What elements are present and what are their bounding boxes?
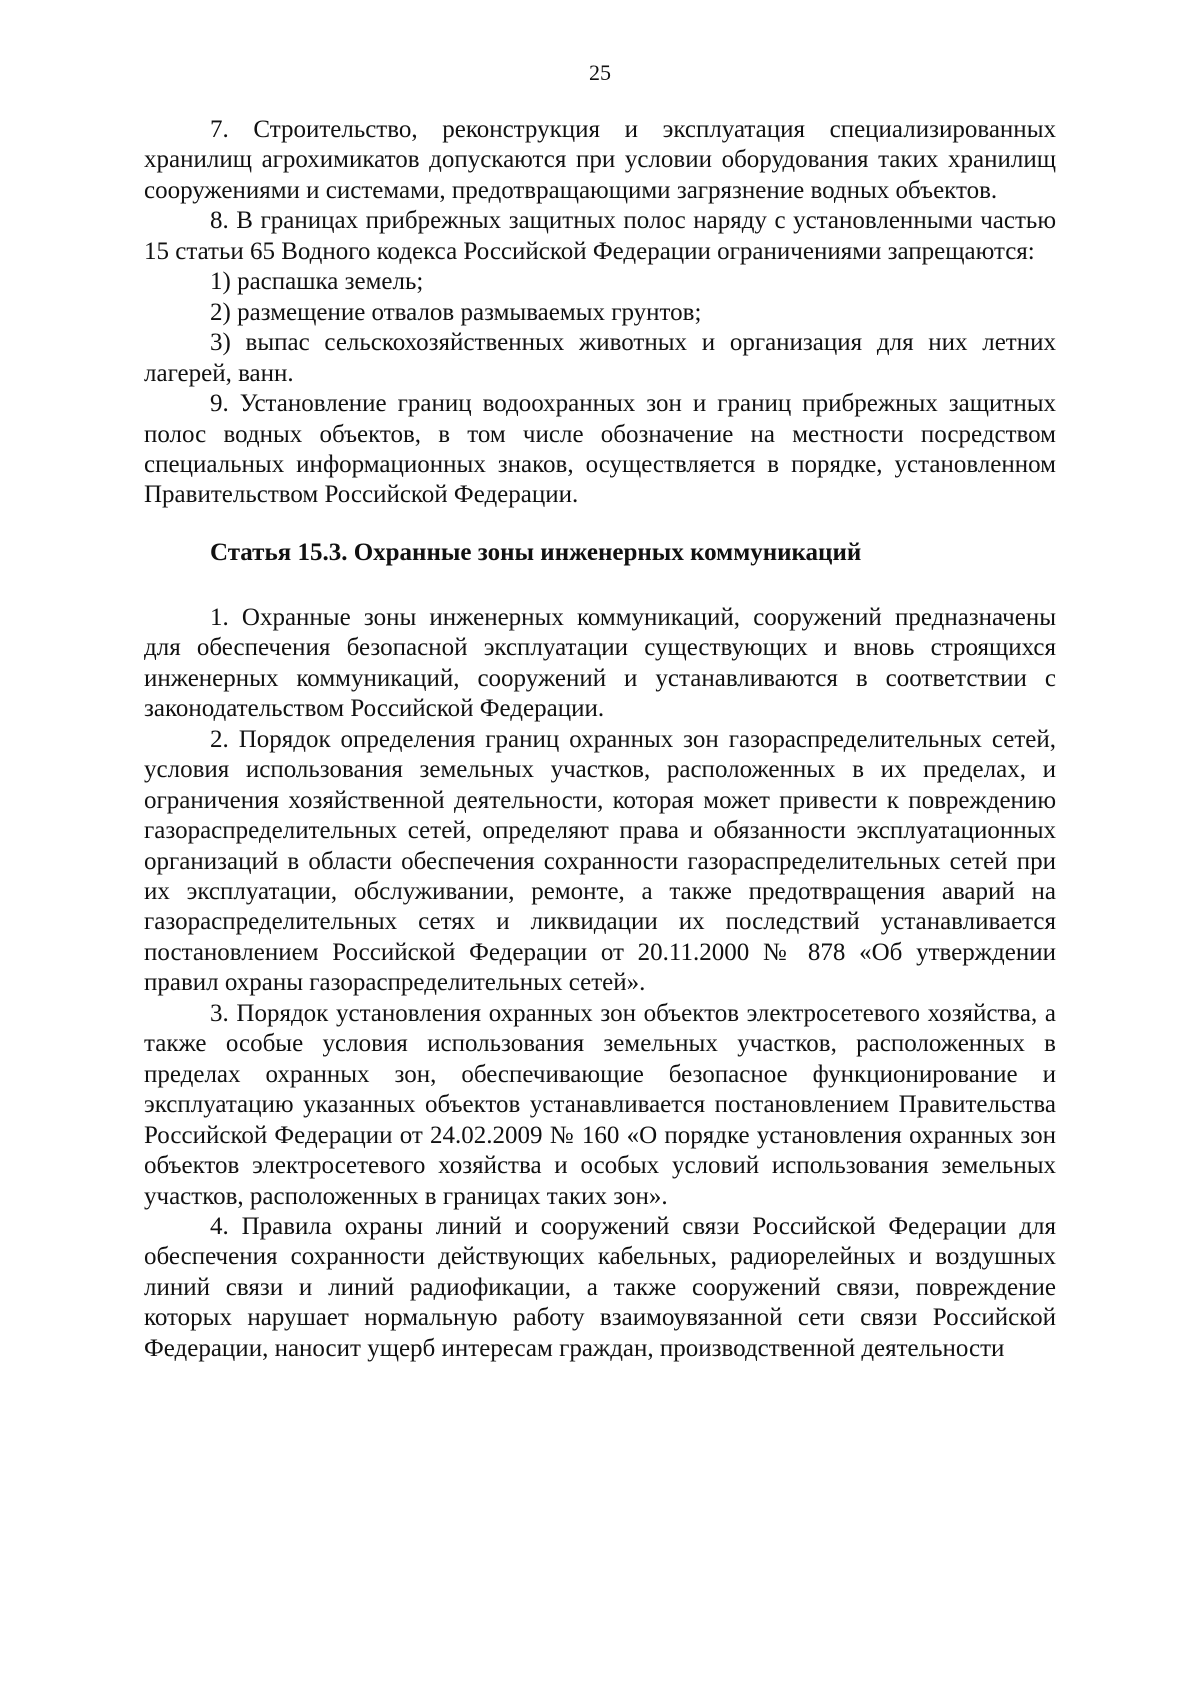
paragraph-4-communication-lines: 4. Правила охраны линий и сооружений связи Российской Федерации для обеспечения сохранности действующих кабельных, радиорелейных и воздушных линий связи и линий радиофикации, а также сооружений связи, повреждение которых нарушает нормальную работу взаимоувязанной сети связи Российской Федерации, наносит ущерб интересам граждан, производственной деятельности xyxy=(144,1212,1056,1362)
document-body xyxy=(144,115,1056,1364)
paragraph-2-gas-networks: 2. Порядок определения границ охранных зон газораспределительных сетей, условия использования земельных участков, расположенных в их пределах, и ограничения хозяйственной деятельности, которая может привести к повреждению газораспределительных сетей, определяют права и обязанности эксплуатационных организаций в области обеспечения сохранности газораспределительных сетей при их эксплуатации, обслуживании, ремонте, а также предотвращения аварий на газораспределительных сетях и ликвидации их последствий устанавливается постановлением Российской Федерации от 20.11.2000 № 878 «Об утверждении правил охраны газораспределительных сетей». xyxy=(144,725,1056,997)
paragraph-1-protection-zones: 1. Охранные зоны инженерных коммуникаций, сооружений предназначены для обеспечения безопасной эксплуатации существующих и вновь строящихся инженерных коммуникаций, сооружений и устанавливаются в соответствии с законодательством Российской Федерации. xyxy=(144,603,1056,723)
article-heading: Статья 15.3. Охранные зоны инженерных коммуникаций xyxy=(210,538,862,566)
list-item-1-plowing: 1) распашка земель; xyxy=(210,268,424,296)
paragraph-7-storage-facilities: 7. Строительство, реконструкция и эксплуатация специализированных хранилищ агрохимикатов допускаются при условии оборудования таких хранилищ сооружениями и системами, предотвращающими загрязнение водных объектов. xyxy=(144,116,1056,204)
list-item-3-grazing: 3) выпас сельскохозяйственных животных и организация для них летних лагерей, ванн. xyxy=(144,329,1056,387)
paragraph-9-boundaries: 9. Установление границ водоохранных зон и границ прибрежных защитных полос водных объектов, в том числе обозначение на местности посредством специальных информационных знаков, осуществляется в порядке, установленном Правительством Российской Федерации. xyxy=(144,390,1056,509)
list-item-2-dumps: 2) размещение отвалов размываемых грунтов; xyxy=(210,298,702,326)
paragraph-8-coastal-strip-restrictions: 8. В границах прибрежных защитных полос наряду с установленными частью 15 статьи 65 Водного кодекса Российской Федерации ограничениями запрещаются: xyxy=(144,207,1056,265)
paragraph-3-power-grid: 3. Порядок установления охранных зон объектов электросетевого хозяйства, а также особые условия использования земельных участков, расположенных в пределах охранных зон, обеспечивающие безопасное функционирование и эксплуатацию указанных объектов устанавливается постановлением Правительства Российской Федерации от 24.02.2009 № 160 «О порядке установления охранных зон объектов электросетевого хозяйства и особых условий использования земельных участков, расположенных в границах таких зон». xyxy=(144,999,1056,1210)
page-number: 25 xyxy=(589,60,611,85)
